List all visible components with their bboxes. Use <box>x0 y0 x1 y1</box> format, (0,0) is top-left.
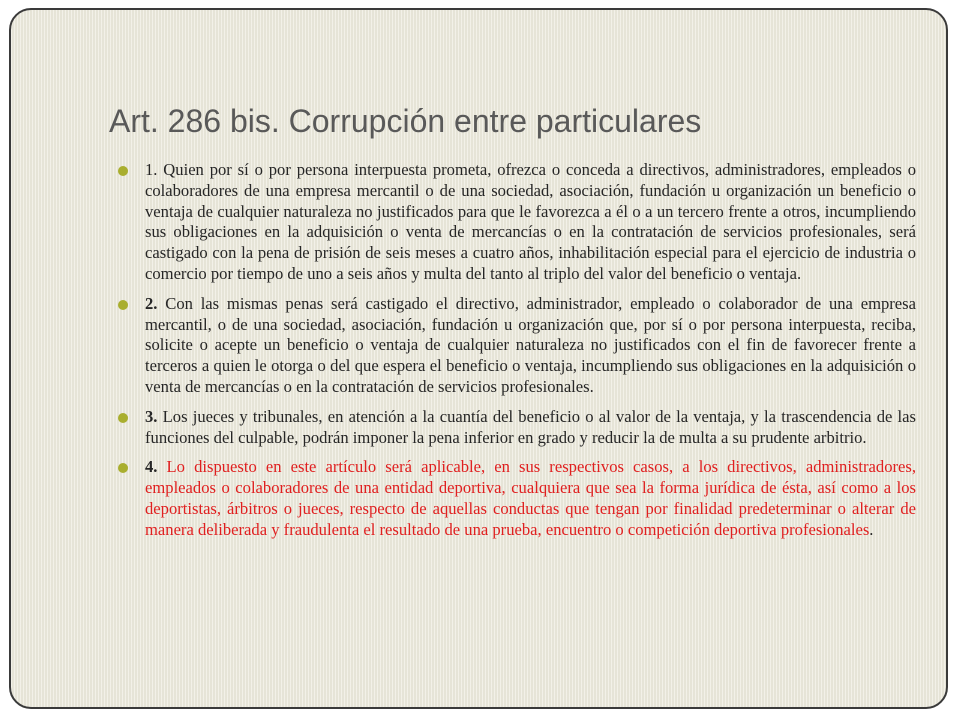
paragraph-4 <box>116 457 916 540</box>
paragraph-text: Quien por sí o por persona interpuesta prometa, ofrezca o conceda a directivos, administradores, empleados o colaboradores de una empresa mercantil o de una sociedad, asociación, fundación u organización un beneficio o ventaja de cualquier naturaleza no justificados para que le favorezca a él o a un tercero frente a otros, incumpliendo sus obligaciones en la adquisición o venta de mercancías o en la contratación de servicios profesionales, será castigado con la pena de prisión de seis meses a cuatro años, inhabilitación especial para el ejercicio de industria o comercio por tiempo de uno a seis años y multa del tanto al triplo del valor del beneficio o ventaja. <box>145 160 916 283</box>
article-paragraph-list <box>116 160 916 550</box>
bullet-icon <box>118 300 128 310</box>
paragraph-number: 4. <box>145 457 158 477</box>
paragraph-text-highlighted: Lo dispuesto en este artículo será aplicable, en sus respectivos casos, a los directivos, administradores, empleados o colaboradores de una entidad deportiva, cualquiera que sea la forma jurídica de ésta, así como a los deportistas, árbitros o jueces, respecto de aquellas conductas que tengan por finalidad predeterminar o alterar de manera deliberada y fraudulenta el resultado de una prueba, encuentro o competición deportiva profesionales <box>145 457 916 539</box>
paragraph-number: 1. <box>145 160 158 179</box>
bullet-icon <box>118 463 128 473</box>
paragraph-1 <box>116 160 916 285</box>
paragraph-3 <box>116 407 916 449</box>
paragraph-number: 2. <box>145 293 158 313</box>
paragraph-number: 3. <box>145 406 158 426</box>
slide-title: Art. 286 bis. Corrupción entre particulares <box>109 103 702 139</box>
paragraph-2 <box>116 294 916 398</box>
bullet-icon <box>118 166 128 176</box>
bullet-icon <box>118 413 128 423</box>
slide <box>9 8 948 709</box>
paragraph-text: Los jueces y tribunales, en atención a la cuantía del beneficio o al valor de la ventaja, y la trascendencia de las funciones del culpable, podrán imponer la pena inferior en grado y reducir la de multa a su prudente arbitrio. <box>145 406 916 447</box>
paragraph-text: Con las mismas penas será castigado el directivo, administrador, empleado o colaborador de una empresa mercantil, o de una sociedad, asociación, fundación u organización que, por sí o por persona interpuesta, reciba, solicite o acepte un beneficio o ventaja de cualquier naturaleza no justificados con el fin de favorecer frente a terceros a quien le otorga o del que espera el beneficio o ventaja, incumpliendo sus obligaciones en la adquisición o venta de mercancías o en la contratación de servicios profesionales. <box>145 293 916 396</box>
paragraph-end-period: . <box>869 519 874 539</box>
